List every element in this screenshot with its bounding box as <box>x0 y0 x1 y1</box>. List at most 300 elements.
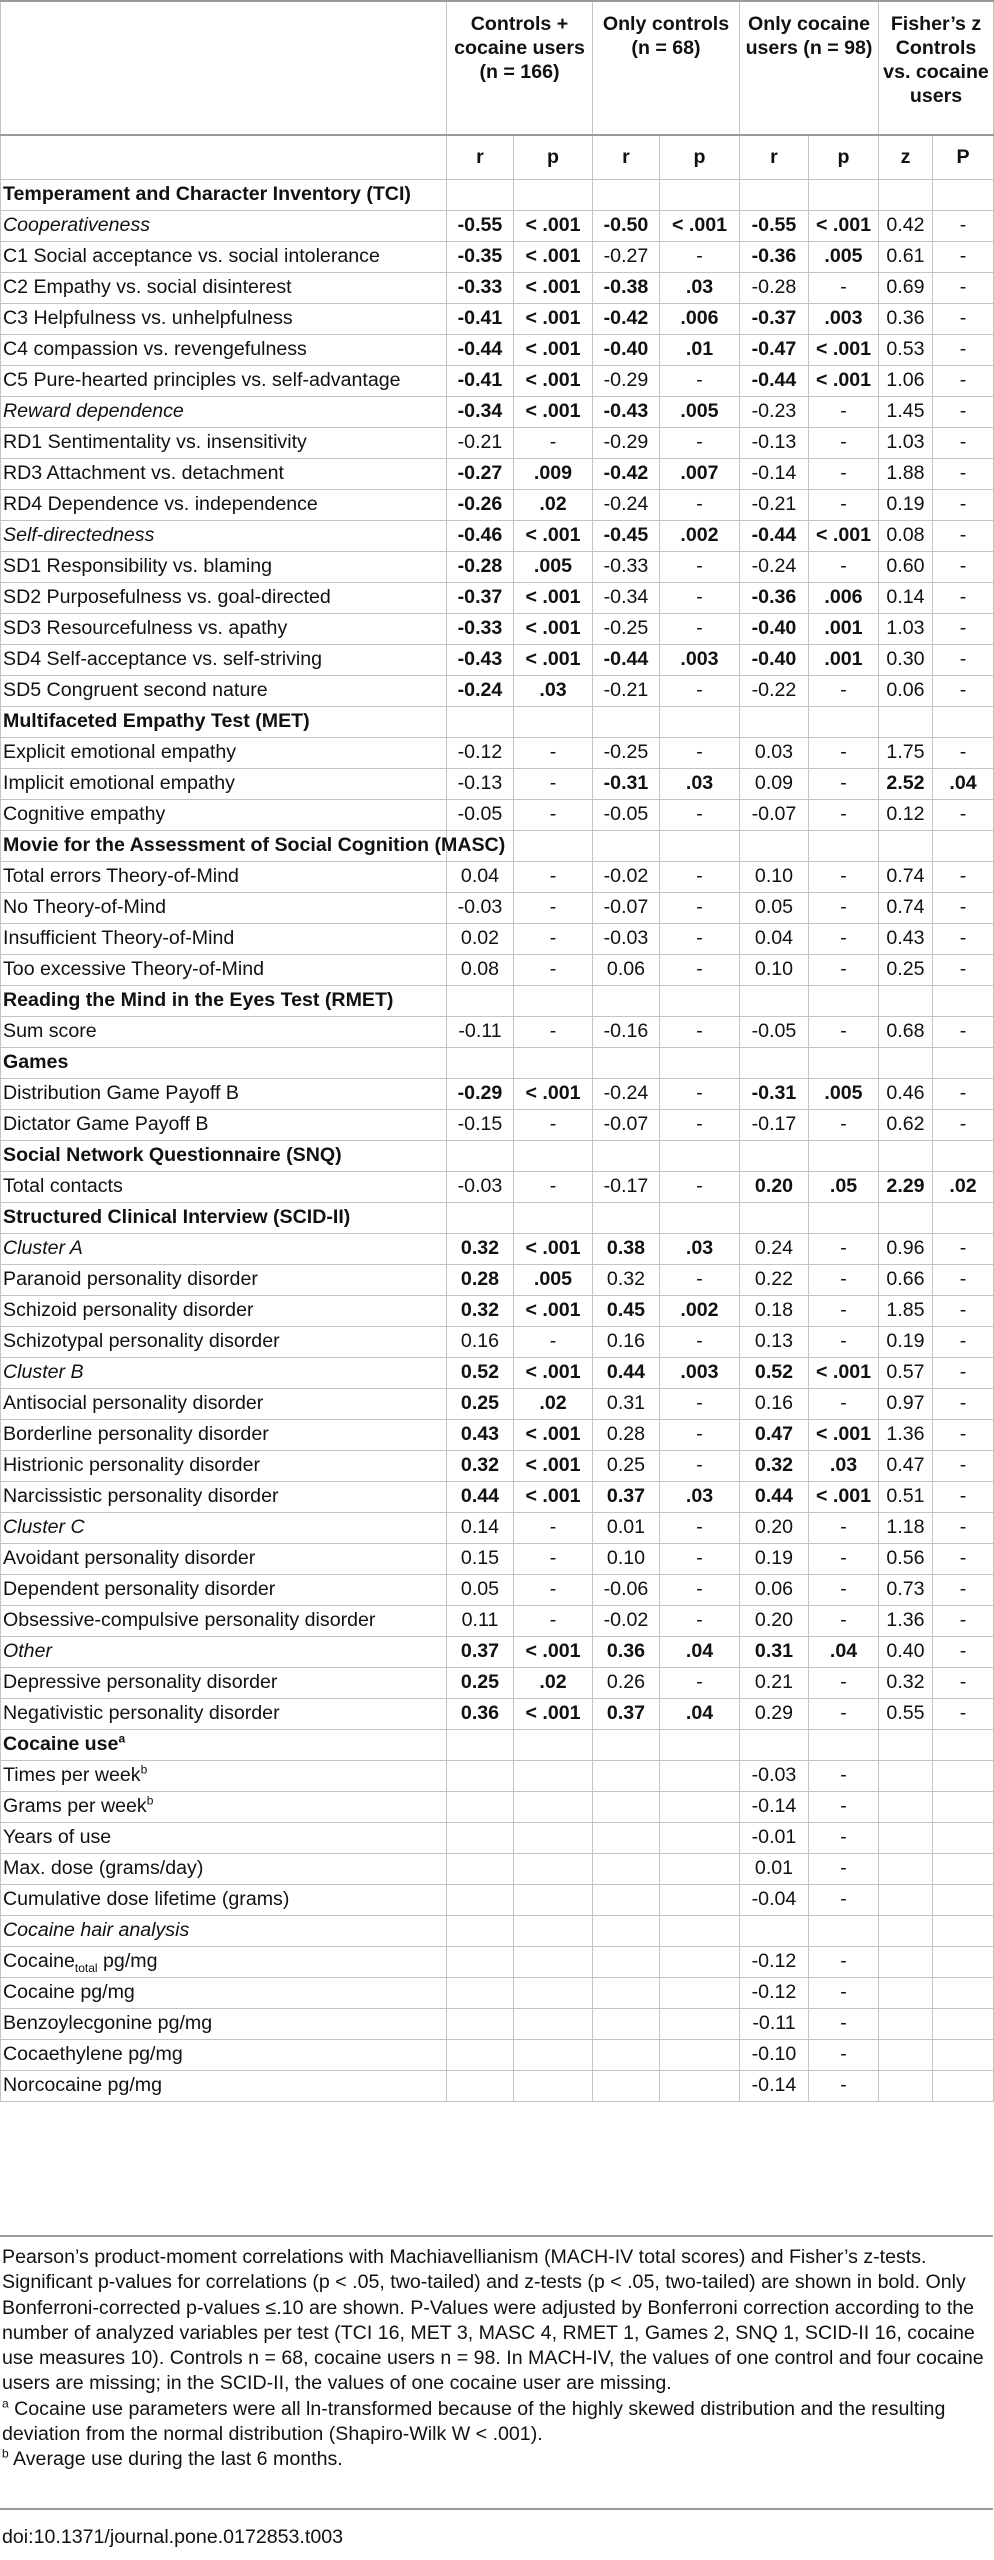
empty-cell <box>740 1140 809 1171</box>
cell-r-controls: -0.05 <box>593 799 660 830</box>
row-label <box>1 1946 447 1977</box>
cell-p-all: - <box>514 1543 593 1574</box>
table-row <box>1 1481 994 1512</box>
cell-p-cocaine: - <box>809 2039 879 2070</box>
table-row <box>1 1822 994 1853</box>
row-label-text: Antisocial personality disorder <box>3 1392 264 1414</box>
cell-p-cocaine: < .001 <box>809 1357 879 1388</box>
label-subscript: total <box>74 1960 98 1975</box>
cell-p-all: < .001 <box>514 1698 593 1729</box>
table-row <box>1 1450 994 1481</box>
cell-p-cocaine: - <box>809 458 879 489</box>
cell-z-p-value: - <box>933 489 994 520</box>
cell-r-controls: -0.24 <box>593 489 660 520</box>
row-label <box>1 1853 447 1884</box>
cell-p-all: < .001 <box>514 582 593 613</box>
cell-z-value: 0.74 <box>879 892 933 923</box>
cell-r-cocaine: 0.21 <box>740 1667 809 1698</box>
cell-z-value: 0.74 <box>879 861 933 892</box>
empty-cell <box>933 1140 994 1171</box>
section-row <box>1 830 994 861</box>
cell-z-value: 1.06 <box>879 365 933 396</box>
row-label <box>1 520 447 551</box>
empty-cell <box>593 1729 660 1760</box>
cell-z-value <box>879 1822 933 1853</box>
cell-p-all: .009 <box>514 458 593 489</box>
cell-p-controls: .03 <box>660 1481 740 1512</box>
cell-r-cocaine: -0.24 <box>740 551 809 582</box>
cell-z-value: 0.56 <box>879 1543 933 1574</box>
row-label-text: Sum score <box>3 1020 97 1042</box>
table-row <box>1 954 994 985</box>
cell-p-cocaine: < .001 <box>809 1481 879 1512</box>
cell-z-p-value: - <box>933 954 994 985</box>
cell-r-controls: -0.34 <box>593 582 660 613</box>
row-label <box>1 1698 447 1729</box>
row-label <box>1 675 447 706</box>
cell-z-value: 0.12 <box>879 799 933 830</box>
row-label <box>1 1295 447 1326</box>
cell-z-p-value: - <box>933 644 994 675</box>
row-label-text: Paranoid personality disorder <box>3 1268 258 1290</box>
cell-r-cocaine: -0.40 <box>740 644 809 675</box>
cell-z-p-value: - <box>933 520 994 551</box>
cell-p-all: < .001 <box>514 272 593 303</box>
row-label <box>1 489 447 520</box>
cell-r-controls: -0.07 <box>593 892 660 923</box>
cell-r-all: -0.11 <box>447 1016 514 1047</box>
table-row <box>1 861 994 892</box>
empty-cell <box>809 179 879 210</box>
cell-z-value: 0.53 <box>879 334 933 365</box>
row-label-text: Depressive personality disorder <box>3 1671 278 1693</box>
empty-cell <box>447 1140 514 1171</box>
table-row <box>1 334 994 365</box>
cell-p-cocaine: - <box>809 954 879 985</box>
cell-z-value: 0.96 <box>879 1233 933 1264</box>
cell-r-controls: 0.45 <box>593 1295 660 1326</box>
section-title <box>1 1140 447 1171</box>
cell-p-cocaine: - <box>809 1667 879 1698</box>
row-label <box>1 396 447 427</box>
cell-z-value: 0.62 <box>879 1109 933 1140</box>
cell-r-cocaine: -0.13 <box>740 427 809 458</box>
empty-cell <box>879 830 933 861</box>
cell-r-cocaine: 0.31 <box>740 1636 809 1667</box>
section-title-text: Movie for the Assessment of Social Cognition (MASC) <box>3 834 506 856</box>
empty-cell <box>447 706 514 737</box>
cell-p-cocaine: - <box>809 1512 879 1543</box>
cell-p-cocaine: - <box>809 1946 879 1977</box>
cell-r-all: 0.32 <box>447 1295 514 1326</box>
cell-r-all <box>447 1853 514 1884</box>
cell-z-value <box>879 2008 933 2039</box>
sub-header-row <box>1 135 994 179</box>
row-label-text: Cluster A <box>3 1237 83 1259</box>
cell-r-all: 0.44 <box>447 1481 514 1512</box>
cell-r-all: -0.05 <box>447 799 514 830</box>
row-label <box>1 1977 447 2008</box>
cell-p-all: - <box>514 1605 593 1636</box>
cell-p-all: < .001 <box>514 303 593 334</box>
row-label-text: Total contacts <box>3 1175 123 1197</box>
cell-r-cocaine: 0.19 <box>740 1543 809 1574</box>
cell-r-all <box>447 1915 514 1946</box>
empty-cell <box>933 1047 994 1078</box>
cell-z-value: 2.52 <box>879 768 933 799</box>
cell-r-controls: -0.40 <box>593 334 660 365</box>
empty-cell <box>447 985 514 1016</box>
table-row <box>1 1605 994 1636</box>
row-label <box>1 2008 447 2039</box>
cell-r-cocaine: -0.31 <box>740 1078 809 1109</box>
cell-p-controls: .03 <box>660 768 740 799</box>
table-notes <box>0 2235 993 2473</box>
empty-cell <box>514 1202 593 1233</box>
cell-p-all: < .001 <box>514 241 593 272</box>
cell-p-cocaine: - <box>809 768 879 799</box>
cell-p-controls: - <box>660 675 740 706</box>
cell-r-all: 0.04 <box>447 861 514 892</box>
cell-r-all: 0.52 <box>447 1357 514 1388</box>
cell-r-controls: -0.03 <box>593 923 660 954</box>
table-row <box>1 1760 994 1791</box>
row-label-text: Cluster B <box>3 1361 84 1383</box>
cell-z-p-value: - <box>933 1233 994 1264</box>
row-label <box>1 582 447 613</box>
row-label <box>1 613 447 644</box>
cell-p-cocaine <box>809 1915 879 1946</box>
cell-r-controls <box>593 2039 660 2070</box>
table-row <box>1 365 994 396</box>
cell-p-cocaine: .006 <box>809 582 879 613</box>
empty-cell <box>740 985 809 1016</box>
cell-p-controls <box>660 1853 740 1884</box>
row-label-text: Cocaethylene pg/mg <box>3 2043 183 2065</box>
cell-r-cocaine: 0.18 <box>740 1295 809 1326</box>
cell-r-all: 0.32 <box>447 1233 514 1264</box>
section-title-text: Multifaceted Empathy Test (MET) <box>3 710 310 732</box>
row-label-text: Dictator Game Payoff B <box>3 1113 209 1135</box>
section-row <box>1 1202 994 1233</box>
cell-r-cocaine: -0.37 <box>740 303 809 334</box>
cell-z-p-value: - <box>933 241 994 272</box>
cell-z-p-value: - <box>933 1636 994 1667</box>
cell-p-all: < .001 <box>514 1450 593 1481</box>
row-label-text: SD4 Self-acceptance vs. self-striving <box>3 648 323 670</box>
cell-z-p-value: - <box>933 427 994 458</box>
cell-p-controls: - <box>660 427 740 458</box>
table-row <box>1 1977 994 2008</box>
cell-r-controls: -0.50 <box>593 210 660 241</box>
cell-r-controls: 0.44 <box>593 1357 660 1388</box>
cell-r-controls <box>593 1946 660 1977</box>
cell-r-all: 0.25 <box>447 1388 514 1419</box>
cell-z-value <box>879 1853 933 1884</box>
cell-r-cocaine: -0.07 <box>740 799 809 830</box>
table-row <box>1 1109 994 1140</box>
row-label-text: C5 Pure-hearted principles vs. self-advantage <box>3 369 401 391</box>
cell-z-p-value: - <box>933 613 994 644</box>
group-header-controls: Only controls (n = 68) <box>593 1 740 135</box>
table-row <box>1 582 994 613</box>
cell-z-value: 1.03 <box>879 427 933 458</box>
cell-r-cocaine: 0.22 <box>740 1264 809 1295</box>
doi-line: doi:10.1371/journal.pone.0172853.t003 <box>0 2508 993 2549</box>
cell-z-p-value: - <box>933 1605 994 1636</box>
cell-p-cocaine: - <box>809 1760 879 1791</box>
cell-p-all: .02 <box>514 1667 593 1698</box>
empty-cell <box>447 1729 514 1760</box>
cell-r-all: 0.25 <box>447 1667 514 1698</box>
cell-z-p-value <box>933 1977 994 2008</box>
cell-z-value: 1.36 <box>879 1605 933 1636</box>
cell-r-cocaine: -0.44 <box>740 520 809 551</box>
section-title <box>1 1729 447 1760</box>
cell-p-all: - <box>514 892 593 923</box>
cell-p-all: - <box>514 1109 593 1140</box>
cell-p-controls: - <box>660 1543 740 1574</box>
table-row <box>1 1078 994 1109</box>
cell-z-p-value: - <box>933 1295 994 1326</box>
cell-p-all <box>514 1977 593 2008</box>
row-label <box>1 1915 447 1946</box>
cell-z-p-value <box>933 1760 994 1791</box>
cell-r-cocaine: -0.14 <box>740 458 809 489</box>
cell-r-all <box>447 1760 514 1791</box>
footnote-marker: b <box>146 1793 154 1808</box>
section-title-text: Cocaine use <box>3 1733 119 1755</box>
cell-r-cocaine: -0.28 <box>740 272 809 303</box>
empty-cell <box>809 706 879 737</box>
footnote-a-mark: a <box>2 2396 9 2411</box>
cell-r-cocaine: -0.01 <box>740 1822 809 1853</box>
cell-z-value: 1.18 <box>879 1512 933 1543</box>
cell-r-controls: 0.37 <box>593 1698 660 1729</box>
footnote-marker: a <box>118 1731 126 1746</box>
row-label-text: SD3 Resourcefulness vs. apathy <box>3 617 288 639</box>
empty-cell <box>809 985 879 1016</box>
cell-r-cocaine: 0.20 <box>740 1171 809 1202</box>
cell-r-controls: -0.24 <box>593 1078 660 1109</box>
cell-r-controls: -0.42 <box>593 458 660 489</box>
table-row <box>1 551 994 582</box>
cell-r-controls: -0.33 <box>593 551 660 582</box>
cell-p-cocaine: - <box>809 737 879 768</box>
cell-p-all: - <box>514 1512 593 1543</box>
row-label-text: Benzoylecgonine pg/mg <box>3 2012 213 2034</box>
cell-z-p-value: - <box>933 1667 994 1698</box>
cell-p-controls: - <box>660 1016 740 1047</box>
table-row <box>1 613 994 644</box>
cell-p-cocaine: - <box>809 427 879 458</box>
table-row <box>1 644 994 675</box>
cell-p-all <box>514 1915 593 1946</box>
cell-z-p-value: - <box>933 1574 994 1605</box>
cell-p-controls: - <box>660 1512 740 1543</box>
cell-p-controls: - <box>660 1667 740 1698</box>
cell-p-cocaine: - <box>809 1791 879 1822</box>
row-label-text: Avoidant personality disorder <box>3 1547 256 1569</box>
cell-p-all: < .001 <box>514 1419 593 1450</box>
row-label-text: C4 compassion vs. revengefulness <box>3 338 307 360</box>
cell-z-value: 0.25 <box>879 954 933 985</box>
cell-r-all: -0.24 <box>447 675 514 706</box>
sub-header-z: z <box>879 135 933 179</box>
cell-r-controls: 0.37 <box>593 1481 660 1512</box>
cell-r-all: -0.03 <box>447 1171 514 1202</box>
table-row <box>1 2070 994 2101</box>
cell-r-controls: -0.31 <box>593 768 660 799</box>
cell-p-all: < .001 <box>514 1078 593 1109</box>
cell-r-controls: 0.16 <box>593 1326 660 1357</box>
cell-r-controls: 0.32 <box>593 1264 660 1295</box>
cell-p-cocaine: .005 <box>809 1078 879 1109</box>
row-label <box>1 1450 447 1481</box>
table-row <box>1 2008 994 2039</box>
cell-r-cocaine: 0.20 <box>740 1512 809 1543</box>
empty-cell <box>809 1140 879 1171</box>
cell-z-value: 0.40 <box>879 1636 933 1667</box>
cell-z-value: 0.32 <box>879 1667 933 1698</box>
cell-r-controls: 0.10 <box>593 1543 660 1574</box>
cell-p-controls: < .001 <box>660 210 740 241</box>
cell-p-all: - <box>514 799 593 830</box>
cell-r-cocaine: 0.44 <box>740 1481 809 1512</box>
cell-p-controls: - <box>660 954 740 985</box>
row-label <box>1 768 447 799</box>
cell-r-controls: -0.27 <box>593 241 660 272</box>
cell-r-cocaine: 0.03 <box>740 737 809 768</box>
cell-p-all <box>514 1822 593 1853</box>
row-label <box>1 1109 447 1140</box>
table-row <box>1 210 994 241</box>
cell-z-value: 0.19 <box>879 489 933 520</box>
cell-z-value <box>879 1760 933 1791</box>
group-header-row <box>1 1 994 135</box>
cell-p-controls: - <box>660 1388 740 1419</box>
cell-p-controls: - <box>660 489 740 520</box>
empty-cell <box>514 706 593 737</box>
row-label-text: No Theory-of-Mind <box>3 896 166 918</box>
cell-p-all <box>514 2039 593 2070</box>
row-label-text: Cluster C <box>3 1516 85 1538</box>
cell-z-p-value <box>933 2070 994 2101</box>
cell-r-cocaine: -0.55 <box>740 210 809 241</box>
footnote-b-mark: b <box>2 2446 9 2461</box>
cell-r-all <box>447 1884 514 1915</box>
row-label <box>1 1078 447 1109</box>
cell-z-value <box>879 1946 933 1977</box>
table-row <box>1 1326 994 1357</box>
row-label <box>1 1636 447 1667</box>
table-row <box>1 1698 994 1729</box>
cell-z-p-value: - <box>933 272 994 303</box>
footnote-marker: b <box>140 1762 148 1777</box>
cell-z-p-value: - <box>933 892 994 923</box>
row-label <box>1 861 447 892</box>
row-label <box>1 1884 447 1915</box>
cell-z-p-value: - <box>933 923 994 954</box>
row-label-text: Cumulative dose lifetime (grams) <box>3 1888 290 1910</box>
table-row <box>1 427 994 458</box>
table-row <box>1 1636 994 1667</box>
cell-r-all <box>447 1977 514 2008</box>
cell-r-cocaine: -0.12 <box>740 1946 809 1977</box>
cell-z-p-value: - <box>933 675 994 706</box>
cell-p-cocaine: - <box>809 1574 879 1605</box>
cell-z-p-value: - <box>933 861 994 892</box>
row-label-text: Years of use <box>3 1826 112 1848</box>
cell-z-value: 0.97 <box>879 1388 933 1419</box>
cell-r-all <box>447 2008 514 2039</box>
cell-z-value: 0.47 <box>879 1450 933 1481</box>
cell-z-p-value: - <box>933 458 994 489</box>
row-label <box>1 1574 447 1605</box>
cell-r-controls: -0.06 <box>593 1574 660 1605</box>
cell-p-controls: - <box>660 1264 740 1295</box>
empty-cell <box>879 179 933 210</box>
sub-header-p: p <box>660 135 740 179</box>
section-title <box>1 830 506 861</box>
empty-cell <box>879 706 933 737</box>
row-label <box>1 1791 447 1822</box>
cell-r-all: -0.13 <box>447 768 514 799</box>
row-label-text: Narcissistic personality disorder <box>3 1485 279 1507</box>
row-label <box>1 1760 447 1791</box>
empty-cell <box>660 985 740 1016</box>
empty-cell <box>514 1140 593 1171</box>
empty-cell <box>514 830 593 861</box>
cell-r-controls: -0.38 <box>593 272 660 303</box>
table-row <box>1 303 994 334</box>
row-label-text: Explicit emotional empathy <box>3 741 237 763</box>
cell-p-controls: - <box>660 737 740 768</box>
cell-z-p-value: - <box>933 1264 994 1295</box>
cell-r-cocaine: -0.03 <box>740 1760 809 1791</box>
cell-p-cocaine: - <box>809 799 879 830</box>
cell-p-cocaine: - <box>809 1543 879 1574</box>
cell-z-p-value <box>933 2039 994 2070</box>
cell-z-p-value: - <box>933 396 994 427</box>
cell-z-value: 0.36 <box>879 303 933 334</box>
cell-p-controls: .007 <box>660 458 740 489</box>
empty-cell <box>933 1729 994 1760</box>
cell-p-cocaine: < .001 <box>809 210 879 241</box>
row-label <box>1 1605 447 1636</box>
cell-p-all <box>514 2070 593 2101</box>
cell-z-p-value: - <box>933 737 994 768</box>
cell-r-cocaine: -0.40 <box>740 613 809 644</box>
cell-p-controls <box>660 2039 740 2070</box>
cell-z-value: 1.85 <box>879 1295 933 1326</box>
cell-p-cocaine: - <box>809 489 879 520</box>
cell-p-all: - <box>514 427 593 458</box>
cell-r-cocaine: 0.52 <box>740 1357 809 1388</box>
row-label-text: Cognitive empathy <box>3 803 166 825</box>
table-row <box>1 1915 994 1946</box>
section-title <box>1 985 447 1016</box>
cell-p-cocaine: - <box>809 1264 879 1295</box>
row-label <box>1 1822 447 1853</box>
empty-cell <box>660 1202 740 1233</box>
cell-p-controls: - <box>660 892 740 923</box>
cell-z-value: 0.51 <box>879 1481 933 1512</box>
empty-cell <box>879 1202 933 1233</box>
row-label-text: Dependent personality disorder <box>3 1578 276 1600</box>
cell-p-controls: - <box>660 1171 740 1202</box>
cell-z-p-value: - <box>933 1481 994 1512</box>
